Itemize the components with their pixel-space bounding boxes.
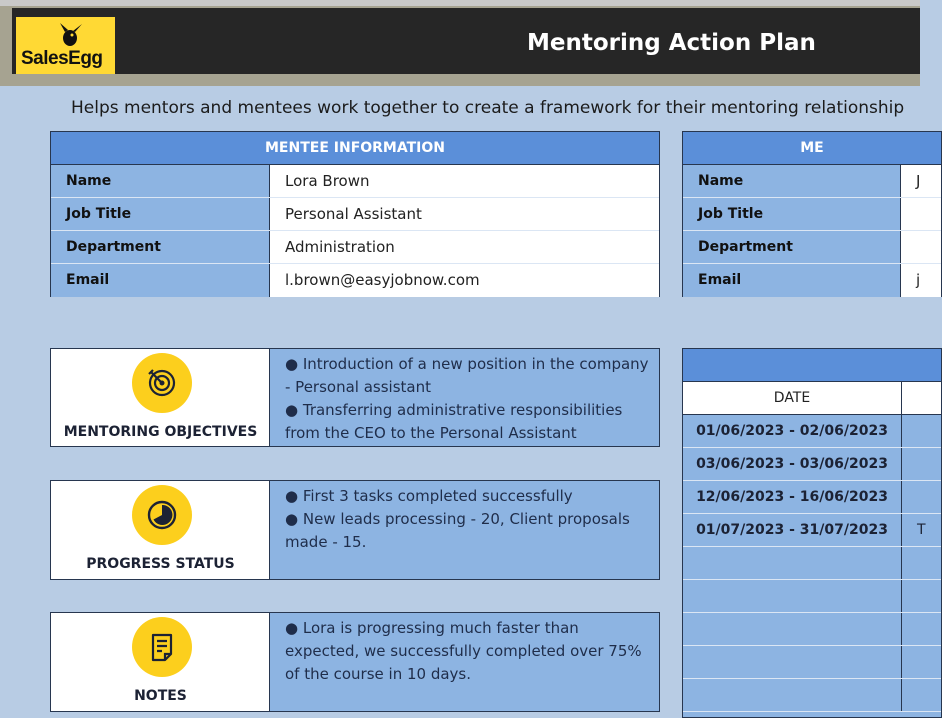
- schedule-row: [683, 646, 941, 679]
- mentor-row-job-title: [683, 198, 941, 231]
- progress-text-cell[interactable]: [270, 481, 659, 579]
- schedule-row: [683, 448, 941, 481]
- mentor-label-department: Department: [683, 231, 901, 263]
- mentor-row-email: [683, 264, 941, 297]
- notepad-icon: [132, 617, 192, 677]
- mentoring-objectives-card: [50, 348, 660, 447]
- mentor-value-department[interactable]: [901, 231, 941, 263]
- page-title: Mentoring Action Plan: [527, 30, 816, 56]
- mentee-value-department[interactable]: Administration: [270, 231, 659, 263]
- notes-header-cell: [51, 613, 270, 711]
- mentee-info-heading: MENTEE INFORMATION: [51, 132, 659, 165]
- mentee-row-email: [51, 264, 659, 297]
- schedule-row: [683, 613, 941, 646]
- mentor-label-name: Name: [683, 165, 901, 197]
- objectives-title: MENTORING OBJECTIVES: [63, 424, 258, 440]
- schedule-next-cell[interactable]: [902, 547, 941, 579]
- salesegg-logo[interactable]: [16, 17, 115, 74]
- notes-title: NOTES: [134, 688, 187, 704]
- progress-line: ● First 3 tasks completed successfully: [285, 487, 573, 505]
- schedule-date-cell[interactable]: [683, 679, 902, 711]
- schedule-date-cell[interactable]: 01/06/2023 - 02/06/2023: [683, 415, 902, 447]
- mentor-label-email: Email: [683, 264, 901, 297]
- schedule-row: [683, 481, 941, 514]
- objectives-header-cell: [51, 349, 270, 446]
- schedule-row: [683, 547, 941, 580]
- page-subtitle: Helps mentors and mentees work together to create a framework for their mentoring relationship: [71, 98, 905, 118]
- mentee-value-email[interactable]: l.brown@easyjobnow.com: [270, 264, 659, 297]
- schedule-heading: [683, 349, 941, 382]
- schedule-next-cell[interactable]: [902, 448, 941, 480]
- mentee-value-job-title[interactable]: Personal Assistant: [270, 198, 659, 230]
- mentor-info-table: [682, 131, 942, 297]
- notes-line: ● Lora is progressing much faster than expected, we successfully completed over 75% of the course in 10 days.: [285, 619, 642, 683]
- objectives-text-cell[interactable]: [270, 349, 659, 446]
- pie-clock-icon: [132, 485, 192, 545]
- logo-text: SalesEgg: [21, 48, 103, 69]
- progress-line: ● New leads processing - 20, Client proposals made - 15.: [285, 510, 630, 551]
- progress-status-card: [50, 480, 660, 580]
- mentor-value-job-title[interactable]: [901, 198, 941, 230]
- date-column-header: DATE: [683, 382, 902, 414]
- mentee-value-name[interactable]: Lora Brown: [270, 165, 659, 197]
- schedule-table: [682, 348, 942, 718]
- schedule-next-cell[interactable]: [902, 646, 941, 678]
- schedule-next-cell[interactable]: [902, 679, 941, 711]
- target-icon: [132, 353, 192, 413]
- notes-text-cell[interactable]: [270, 613, 659, 711]
- schedule-row: [683, 679, 941, 712]
- schedule-row: [683, 580, 941, 613]
- notes-card: [50, 612, 660, 712]
- schedule-date-cell[interactable]: 01/07/2023 - 31/07/2023: [683, 514, 902, 546]
- schedule-date-cell[interactable]: 03/06/2023 - 03/06/2023: [683, 448, 902, 480]
- schedule-next-cell[interactable]: T: [917, 522, 926, 538]
- schedule-date-cell[interactable]: [683, 580, 902, 612]
- schedule-next-cell[interactable]: [902, 580, 941, 612]
- next-column-header: [902, 382, 941, 414]
- schedule-row: [683, 415, 941, 448]
- schedule-date-cell[interactable]: [683, 646, 902, 678]
- objectives-line: ● Transferring administrative responsibilities from the CEO to the Personal Assistant: [285, 401, 623, 442]
- mentor-info-heading: ME: [683, 132, 941, 165]
- mentee-label-name: Name: [51, 165, 270, 197]
- egg-bird-icon: [52, 19, 88, 49]
- schedule-column-header: [683, 382, 941, 415]
- schedule-date-cell[interactable]: [683, 613, 902, 645]
- mentee-label-department: Department: [51, 231, 270, 263]
- mentee-row-name: [51, 165, 659, 198]
- mentee-row-department: [51, 231, 659, 264]
- mentee-info-table: [50, 131, 660, 297]
- schedule-next-cell[interactable]: [902, 415, 941, 447]
- schedule-date-cell[interactable]: [683, 547, 902, 579]
- mentor-value-email[interactable]: j: [901, 264, 941, 297]
- objectives-line: ● Introduction of a new position in the company - Personal assistant: [285, 355, 649, 396]
- schedule-next-cell[interactable]: [902, 481, 941, 513]
- mentee-label-job-title: Job Title: [51, 198, 270, 230]
- mentor-row-name: [683, 165, 941, 198]
- schedule-next-cell[interactable]: [902, 613, 941, 645]
- schedule-row: [683, 514, 941, 547]
- progress-header-cell: [51, 481, 270, 579]
- mentor-label-job-title: Job Title: [683, 198, 901, 230]
- mentee-row-job-title: [51, 198, 659, 231]
- progress-title: PROGRESS STATUS: [86, 556, 235, 572]
- schedule-date-cell[interactable]: 12/06/2023 - 16/06/2023: [683, 481, 902, 513]
- mentor-row-department: [683, 231, 941, 264]
- mentee-label-email: Email: [51, 264, 270, 297]
- mentor-value-name[interactable]: J: [901, 165, 941, 197]
